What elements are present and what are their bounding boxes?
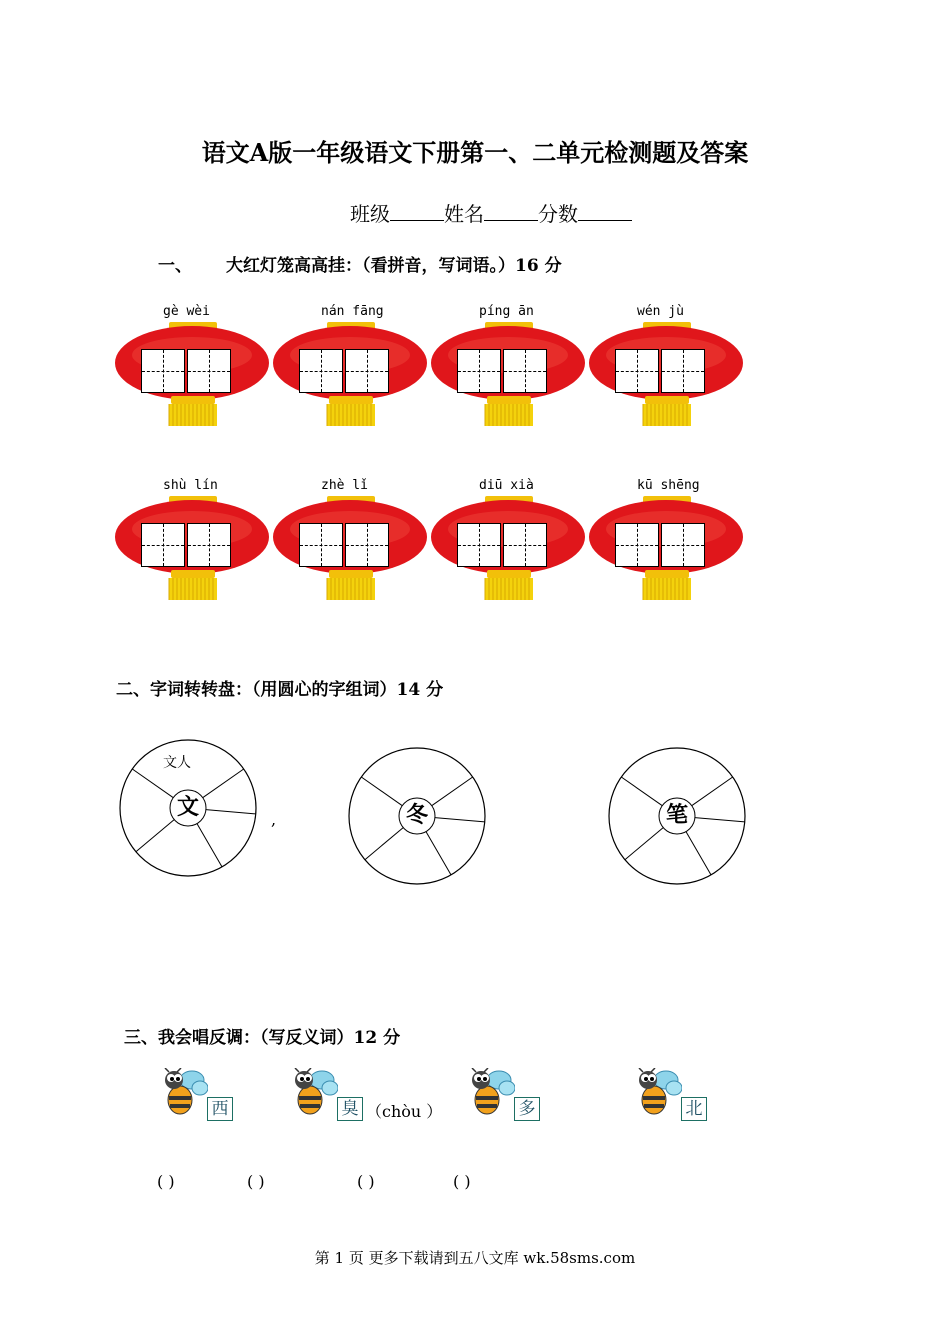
wheel-center-char: 文 bbox=[176, 794, 199, 820]
lantern-pinyin: zhè lǐ bbox=[321, 478, 368, 493]
lantern-pinyin: nán fāng bbox=[321, 304, 384, 319]
lantern-pinyin: shù lín bbox=[163, 478, 218, 493]
lantern-3 bbox=[429, 300, 587, 432]
bee-icon bbox=[160, 1068, 208, 1122]
lantern-2 bbox=[271, 300, 429, 432]
lantern-pinyin: wén jù bbox=[637, 304, 684, 319]
writing-box[interactable] bbox=[141, 349, 185, 393]
word-wheel-2 bbox=[347, 746, 487, 886]
wheel-example-word: 文人 bbox=[163, 755, 191, 771]
writing-box[interactable] bbox=[615, 523, 659, 567]
writing-box[interactable] bbox=[661, 349, 705, 393]
antonym-source-char: 臭 bbox=[337, 1097, 363, 1121]
writing-box[interactable] bbox=[615, 349, 659, 393]
lantern-pinyin: píng ān bbox=[479, 304, 534, 319]
answer-parentheses[interactable]: ( ) bbox=[157, 1172, 175, 1191]
writing-box[interactable] bbox=[503, 523, 547, 567]
class-label: 班级 bbox=[350, 202, 390, 226]
name-blank[interactable] bbox=[484, 202, 538, 221]
writing-box[interactable] bbox=[299, 349, 343, 393]
section2-heading: 二、字词转转盘：（用圆心的字组词）14 分 bbox=[116, 680, 444, 700]
lantern-1 bbox=[113, 300, 271, 432]
bee-icon bbox=[634, 1068, 682, 1122]
wheel-center-char: 笔 bbox=[665, 802, 688, 828]
section1-number: 一、 bbox=[158, 256, 192, 276]
bee-icon bbox=[467, 1068, 515, 1122]
section3-heading: 三、我会唱反调：（写反义词）12 分 bbox=[124, 1028, 401, 1048]
answer-parentheses[interactable]: ( ) bbox=[453, 1172, 471, 1191]
score-label: 分数 bbox=[538, 202, 578, 226]
page-title: 语文A版一年级语文下册第一、二单元检测题及答案 bbox=[201, 138, 749, 167]
class-blank[interactable] bbox=[390, 202, 444, 221]
lantern-5 bbox=[113, 474, 271, 606]
antonym-source-char: 多 bbox=[514, 1097, 540, 1121]
page-footer: 第 1 页 更多下载请到五八文库 wk.58sms.com bbox=[314, 1249, 636, 1267]
lantern-8 bbox=[587, 474, 745, 606]
stray-comma: , bbox=[271, 810, 277, 829]
section1-title: 大红灯笼高高挂：（看拼音，写词语。）16 分 bbox=[226, 256, 562, 276]
word-wheel-3 bbox=[607, 746, 747, 886]
writing-box[interactable] bbox=[661, 523, 705, 567]
lantern-6 bbox=[271, 474, 429, 606]
student-info-line bbox=[350, 198, 632, 227]
writing-box[interactable] bbox=[187, 523, 231, 567]
word-wheel-1 bbox=[118, 738, 258, 878]
pinyin-note: （chòu ） bbox=[366, 1102, 443, 1121]
writing-box[interactable] bbox=[345, 349, 389, 393]
bee-icon bbox=[290, 1068, 338, 1122]
lantern-7 bbox=[429, 474, 587, 606]
answer-parentheses[interactable]: ( ) bbox=[357, 1172, 375, 1191]
name-label: 姓名 bbox=[444, 202, 484, 226]
lantern-4 bbox=[587, 300, 745, 432]
lantern-pinyin: diū xià bbox=[479, 478, 534, 493]
antonym-source-char: 西 bbox=[207, 1097, 233, 1121]
writing-box[interactable] bbox=[141, 523, 185, 567]
writing-box[interactable] bbox=[299, 523, 343, 567]
writing-box[interactable] bbox=[503, 349, 547, 393]
lantern-pinyin: kū shēng bbox=[637, 478, 700, 493]
antonym-source-char: 北 bbox=[681, 1097, 707, 1121]
writing-box[interactable] bbox=[187, 349, 231, 393]
answer-parentheses[interactable]: ( ) bbox=[247, 1172, 265, 1191]
score-blank[interactable] bbox=[578, 202, 632, 221]
writing-box[interactable] bbox=[457, 523, 501, 567]
writing-box[interactable] bbox=[457, 349, 501, 393]
lantern-pinyin: gè wèi bbox=[163, 304, 210, 319]
section1-heading bbox=[158, 251, 562, 276]
wheel-center-char: 冬 bbox=[405, 802, 428, 828]
writing-box[interactable] bbox=[345, 523, 389, 567]
